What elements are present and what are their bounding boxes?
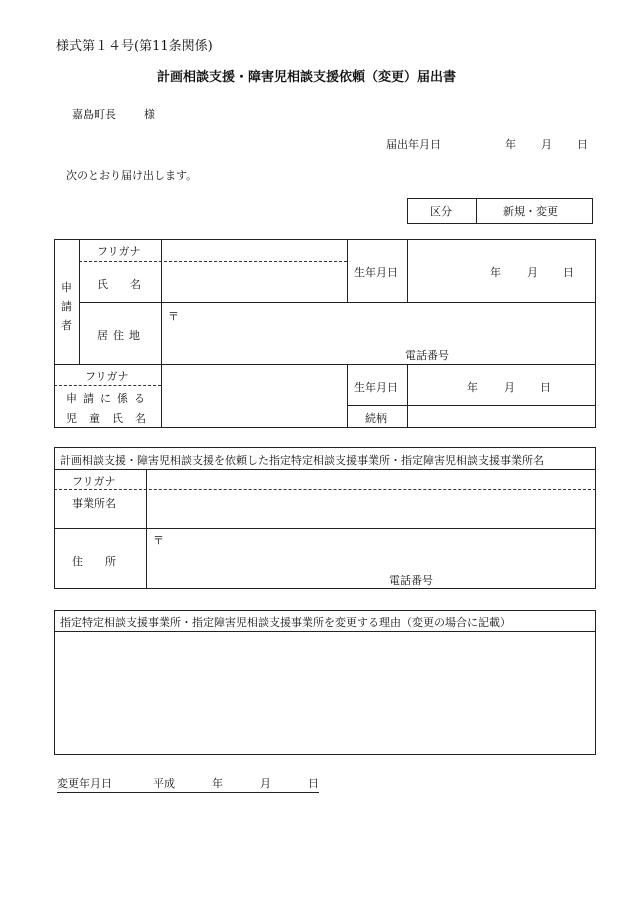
submission-year-unit: 年	[505, 138, 516, 151]
child-label-line1: 申請に係る	[66, 392, 151, 405]
submission-day-unit: 日	[577, 138, 588, 151]
child-birth-month: 月	[504, 381, 515, 394]
submission-month-unit: 月	[541, 138, 552, 151]
applicant-name-label: 氏 名	[97, 278, 141, 291]
applicant-furigana-label: フリガナ	[97, 245, 141, 258]
change-date-era: 平成	[153, 777, 175, 790]
category-value[interactable]: 新規・変更	[503, 205, 558, 218]
office-name-label: 事業所名	[72, 497, 116, 510]
intro-text: 次のとおり届け出します。	[66, 169, 198, 182]
office-postal-mark: 〒	[153, 534, 164, 547]
child-birth-day: 日	[540, 381, 551, 394]
applicant-side-label: 申請者	[61, 281, 72, 332]
change-date-day: 日	[308, 777, 319, 790]
child-birth-year: 年	[467, 381, 478, 394]
recipient-honorific: 様	[144, 108, 155, 121]
child-furigana-label: フリガナ	[85, 370, 129, 383]
applicant-birth-year: 年	[490, 266, 501, 279]
page-title: 計画相談支援・障害児相談支援依頼（変更）届出書	[157, 70, 457, 85]
recipient-name: 嘉島町長	[72, 108, 116, 121]
change-date-year: 年	[212, 777, 223, 790]
office-address-label: 住 所	[72, 555, 116, 568]
applicant-birth-day: 日	[563, 266, 574, 279]
applicant-birth-label: 生年月日	[354, 266, 398, 279]
office-phone-label: 電話番号	[389, 574, 433, 587]
office-header: 計画相談支援・障害児相談支援を依頼した指定特定相談支援事業所・指定障害児相談支援事業所名	[60, 454, 544, 467]
child-birth-label: 生年月日	[354, 381, 398, 394]
child-relation-label: 続柄	[365, 412, 387, 425]
office-furigana-label: フリガナ	[72, 475, 116, 488]
change-date-month: 月	[260, 777, 271, 790]
applicant-birth-month: 月	[527, 266, 538, 279]
change-reason-header: 指定特定相談支援事業所・指定障害児相談支援事業所を変更する理由（変更の場合に記載）	[60, 616, 511, 629]
submission-date-label: 届出年月日	[386, 138, 441, 151]
change-date-label: 変更年月日	[57, 777, 112, 790]
applicant-address-label: 居住地	[97, 329, 145, 342]
child-label-line2: 児童氏名	[66, 412, 158, 425]
applicant-postal-mark: 〒	[168, 310, 179, 323]
category-label: 区分	[430, 205, 452, 218]
form-number: 様式第１４号(第11条関係)	[56, 39, 213, 54]
applicant-phone-label: 電話番号	[405, 349, 449, 362]
